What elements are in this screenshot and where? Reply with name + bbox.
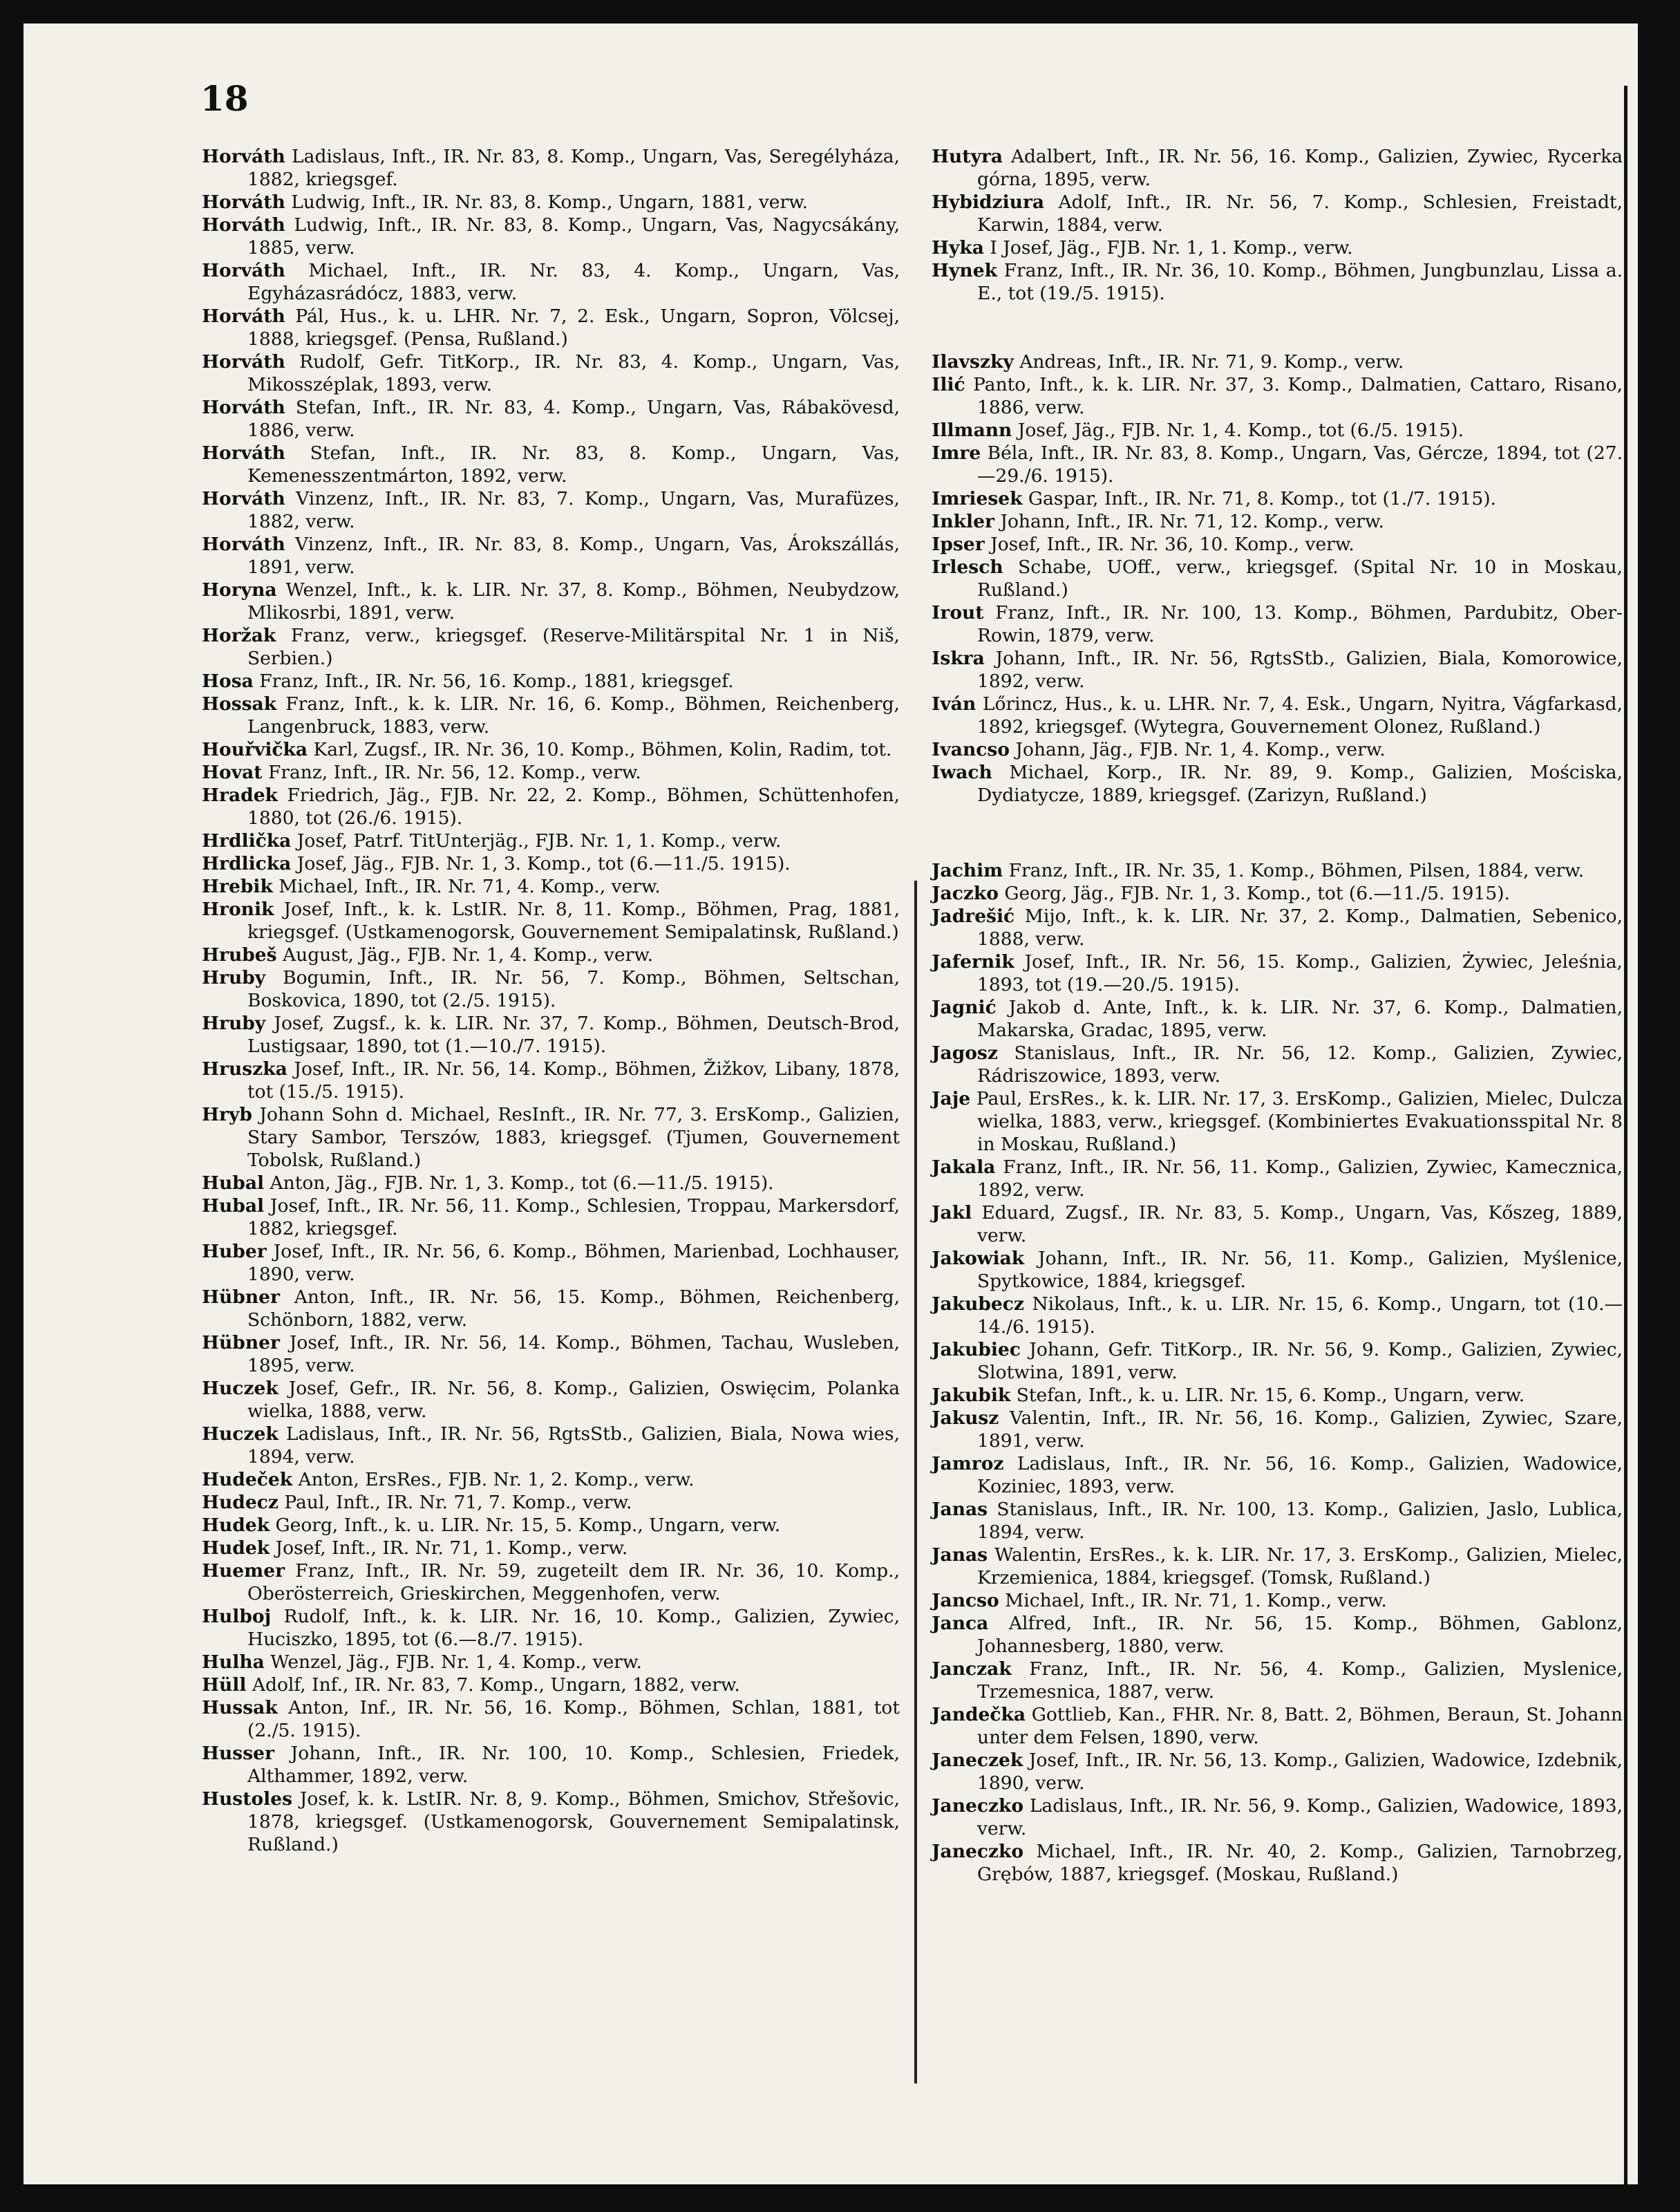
casualty-entry [932, 1384, 1623, 1407]
casualty-entry [932, 145, 1623, 191]
casualty-entry [932, 1247, 1623, 1293]
casualty-entry [932, 693, 1623, 738]
entry-details: Mijo, Inft., k. k. LIR. Nr. 37, 2. Komp., Dalmatien, Sebenico, 1888, verw. [977, 906, 1623, 950]
casualty-entry [932, 1544, 1623, 1589]
casualty-entry [202, 579, 900, 624]
entry-details: Josef, Inft., IR. Nr. 56, 14. Komp., Böhmen, Žižkov, Libany, 1878, tot (15./5. 1915). [247, 1058, 900, 1103]
casualty-entry [932, 236, 1623, 259]
casualty-entry [202, 693, 900, 738]
surname: Jagosz [932, 1042, 998, 1064]
casualty-entry [202, 1423, 900, 1468]
surname: Janeczek [932, 1750, 1023, 1771]
casualty-entry [932, 533, 1623, 556]
entry-details: Karl, Zugsf., IR. Nr. 36, 10. Komp., Böhmen, Kolin, Radim, tot. [308, 739, 892, 760]
surname: Hruszka [202, 1058, 287, 1080]
surname: Jakubik [932, 1385, 1011, 1406]
entry-details: Georg, Jäg., FJB. Nr. 1, 3. Komp., tot (6.—11./5. 1915). [998, 883, 1511, 904]
casualty-entry [932, 191, 1623, 236]
entry-details: Stanislaus, Inft., IR. Nr. 56, 12. Komp., Galizien, Zywiec, Rádriszowice, 1893, verw. [977, 1042, 1623, 1087]
surname: Hulboj [202, 1606, 272, 1627]
surname: Janczak [932, 1658, 1012, 1680]
surname: Jadrešić [932, 906, 1015, 927]
casualty-entry [932, 1498, 1623, 1544]
surname: Hrdlička [202, 830, 292, 852]
casualty-entry [932, 882, 1623, 905]
casualty-entry [932, 1201, 1623, 1247]
casualty-entry [932, 419, 1623, 442]
entry-details: Stefan, Inft., IR. Nr. 83, 4. Komp., Ungarn, Vas, Rábakövesd, 1886, verw. [247, 397, 900, 441]
entry-details: Ladislaus, Inft., IR. Nr. 56, 16. Komp., Galizien, Wadowice, Koziniec, 1893, verw. [977, 1453, 1623, 1497]
surname: Hüll [202, 1674, 247, 1696]
entry-details: Wenzel, Inft., k. k. LIR. Nr. 37, 8. Komp., Böhmen, Neubydzow, Mlikosrbi, 1891, verw. [247, 579, 900, 624]
surname: Jakubecz [932, 1293, 1024, 1315]
entry-details: Ladislaus, Inft., IR. Nr. 56, RgtsStb., Galizien, Biala, Nowa wies, 1894, verw. [247, 1423, 900, 1468]
entry-details: Josef, Inft., IR. Nr. 71, 1. Komp., verw. [270, 1537, 628, 1559]
entry-details: I Josef, Jäg., FJB. Nr. 1, 1. Komp., verw. [983, 237, 1353, 259]
entry-details: Johann, Gefr. TitKorp., IR. Nr. 56, 9. Komp., Galizien, Zywiec, Slotwina, 1891, verw. [977, 1339, 1623, 1383]
casualty-entry [202, 1696, 900, 1742]
surname: Jancso [932, 1590, 999, 1611]
entry-details: Paul, Inft., IR. Nr. 71, 7. Komp., verw. [278, 1492, 632, 1513]
casualty-entry [202, 214, 900, 259]
right-column [932, 145, 1623, 1886]
casualty-entry [932, 487, 1623, 510]
entry-group-j [932, 859, 1623, 1886]
entry-details: Adolf, Inf., IR. Nr. 83, 7. Komp., Ungarn, 1882, verw. [246, 1674, 740, 1696]
entry-details: Valentin, Inft., IR. Nr. 56, 16. Komp., Galizien, Zywiec, Szare, 1891, verw. [977, 1407, 1623, 1452]
casualty-entry [202, 1788, 900, 1856]
surname: Hustoles [202, 1788, 292, 1810]
entry-details: Vinzenz, Inft., IR. Nr. 83, 8. Komp., Ungarn, Vas, Árokszállás, 1891, verw. [247, 534, 900, 578]
surname: Horváth [202, 306, 285, 327]
surname: Hübner [202, 1286, 280, 1308]
entry-details: Andreas, Inft., IR. Nr. 71, 9. Komp., verw. [1013, 351, 1404, 373]
surname: Ipser [932, 534, 985, 555]
entry-details: Josef, Inft., IR. Nr. 36, 10. Komp., verw. [984, 534, 1355, 555]
casualty-entry [202, 350, 900, 396]
surname: Janeczko [932, 1795, 1024, 1817]
entry-details: Josef, Inft., IR. Nr. 56, 6. Komp., Böhmen, Marienbad, Lochhauser, 1890, verw. [247, 1241, 900, 1285]
surname: Houřvička [202, 739, 308, 760]
entry-details: Jakob d. Ante, Inft., k. k. LIR. Nr. 37, 6. Komp., Dalmatien, Makarska, Gradac, 1895, verw. [977, 997, 1623, 1041]
group-spacer [932, 305, 1623, 350]
casualty-entry [202, 761, 900, 784]
entry-details: Franz, Inft., IR. Nr. 56, 12. Komp., verw. [262, 762, 641, 783]
entry-details: Josef, Inft., IR. Nr. 56, 13. Komp., Galizien, Wadowice, Izdebnik, 1890, verw. [977, 1750, 1623, 1794]
entry-details: Anton, Inft., IR. Nr. 56, 15. Komp., Böhmen, Reichenberg, Schönborn, 1882, verw. [247, 1286, 900, 1331]
casualty-entry [932, 996, 1623, 1042]
casualty-entry [202, 396, 900, 442]
entry-details: Josef, Inft., k. k. LstIR. Nr. 8, 11. Komp., Böhmen, Prag, 1881, kriegsgef. (Ustkamenogorsk, Gouvernement Semipalatinsk, Rußland.) [247, 899, 900, 943]
casualty-entry [932, 259, 1623, 305]
surname: Hossak [202, 693, 277, 715]
casualty-entry [202, 1605, 900, 1651]
surname: Huczek [202, 1378, 279, 1399]
surname: Hosa [202, 671, 254, 692]
entry-details: Franz, verw., kriegsgef. (Reserve-Militärspital Nr. 1 in Niš, Serbien.) [247, 625, 900, 669]
surname: Irout [932, 602, 984, 624]
surname: Hybidziura [932, 191, 1045, 213]
entry-details: Johann, Inft., IR. Nr. 71, 12. Komp., verw. [994, 511, 1384, 532]
surname: Hovat [202, 762, 263, 783]
surname: Jakusz [932, 1407, 999, 1429]
casualty-entry [202, 1514, 900, 1537]
surname: Hudek [202, 1515, 270, 1536]
entry-details: Josef, Inft., IR. Nr. 56, 14. Komp., Böhmen, Tachau, Wusleben, 1895, verw. [247, 1332, 900, 1376]
entry-details: Ladislaus, Inft., IR. Nr. 83, 8. Komp., Ungarn, Vas, Seregélyháza, 1882, kriegsgef. [247, 146, 900, 190]
entry-details: Gottlieb, Kan., FHR. Nr. 8, Batt. 2, Böhmen, Beraun, St. Johann unter dem Felsen, 1890, verw. [977, 1704, 1623, 1748]
entry-details: Josef, Inft., IR. Nr. 56, 11. Komp., Schlesien, Troppau, Markersdorf, 1882, kriegsgef. [247, 1195, 900, 1239]
surname: Hradek [202, 785, 278, 806]
entry-details: Rudolf, Inft., k. k. LIR. Nr. 16, 10. Komp., Galizien, Zywiec, Huciszko, 1895, tot (6.—8./7. 1915). [247, 1606, 900, 1650]
casualty-entry [932, 1087, 1623, 1156]
casualty-entry [202, 1331, 900, 1377]
entry-details: Johann, Inft., IR. Nr. 100, 10. Komp., Schlesien, Friedek, Althammer, 1892, verw. [247, 1743, 900, 1787]
casualty-entry [932, 1794, 1623, 1840]
surname: Janas [932, 1544, 988, 1566]
surname: Imre [932, 442, 981, 464]
surname: Irlesch [932, 556, 1003, 578]
entry-details: Schabe, UOff., verw., kriegsgef. (Spital Nr. 10 in Moskau, Rußland.) [977, 556, 1623, 601]
entry-details: Ludwig, Inft., IR. Nr. 83, 8. Komp., Ungarn, 1881, verw. [285, 191, 809, 213]
surname: Huczek [202, 1423, 279, 1445]
surname: Imriesek [932, 488, 1023, 509]
casualty-entry [932, 859, 1623, 882]
surname: Horžak [202, 625, 276, 646]
entry-details: Pál, Hus., k. u. LHR. Nr. 7, 2. Esk., Ungarn, Sopron, Völcsej, 1888, kriegsgef. (Pensa, Rußland.) [247, 306, 900, 350]
casualty-entry [932, 350, 1623, 373]
page-number: 18 [200, 78, 249, 119]
casualty-entry [202, 1674, 900, 1696]
entry-details: Panto, Inft., k. k. LIR. Nr. 37, 3. Komp., Dalmatien, Cattaro, Risano, 1886, verw. [965, 374, 1623, 418]
entry-details: Franz, Inft., IR. Nr. 56, 16. Komp., 1881, kriegsgef. [253, 671, 734, 692]
entry-details: Walentin, ErsRes., k. k. LIR. Nr. 17, 3. ErsKomp., Galizien, Mielec, Krzemienica, 1884, kriegsgef. (Tomsk, Rußland.) [977, 1544, 1623, 1588]
entry-details: Michael, Inft., IR. Nr. 71, 1. Komp., verw. [999, 1590, 1387, 1611]
casualty-entry [202, 1537, 900, 1559]
column-divider [914, 881, 917, 2083]
entry-details: Josef, Jäg., FJB. Nr. 1, 3. Komp., tot (6.—11./5. 1915). [291, 853, 791, 874]
casualty-entry [202, 1286, 900, 1331]
surname: Hubal [202, 1172, 265, 1194]
casualty-entry [202, 966, 900, 1012]
casualty-entry [932, 647, 1623, 693]
casualty-entry [202, 1377, 900, 1423]
surname: Horyna [202, 579, 277, 601]
casualty-entry [932, 510, 1623, 533]
entry-details: Béla, Inft., IR. Nr. 83, 8. Komp., Ungarn, Vas, Gércze, 1894, tot (27.—29./6. 1915). [977, 442, 1623, 487]
surname: Hynek [932, 260, 997, 281]
entry-details: Johann Sohn d. Michael, ResInft., IR. Nr. 77, 3. ErsKomp., Galizien, Stary Sambor, Terszów, 1883, kriegsgef. (Tjumen, Gouvernement Tobolsk, Rußland.) [247, 1104, 900, 1171]
surname: Horváth [202, 351, 285, 373]
surname: Hronik [202, 899, 274, 920]
entry-details: Johann, Jäg., FJB. Nr. 1, 4. Komp., verw. [1009, 739, 1386, 760]
entry-details: Stefan, Inft., IR. Nr. 83, 8. Komp., Ungarn, Vas, Kemenesszentmárton, 1892, verw. [247, 442, 900, 487]
surname: Jaje [932, 1088, 971, 1109]
entry-details: August, Jäg., FJB. Nr. 1, 4. Komp., verw. [276, 944, 654, 966]
surname: Horváth [202, 260, 285, 281]
surname: Huber [202, 1241, 267, 1262]
surname: Jachim [932, 860, 1003, 881]
casualty-entry [932, 1407, 1623, 1452]
entry-details: Vinzenz, Inft., IR. Nr. 83, 7. Komp., Ungarn, Vas, Murafüzes, 1882, verw. [247, 488, 900, 532]
casualty-entry [932, 1156, 1623, 1201]
entry-details: Franz, Inft., IR. Nr. 59, zugeteilt dem IR. Nr. 36, 10. Komp., Oberösterreich, Grieskirchen, Meggenhofen, verw. [247, 1560, 900, 1604]
entry-details: Anton, Jäg., FJB. Nr. 1, 3. Komp., tot (6.—11./5. 1915). [264, 1172, 774, 1194]
entry-details: Josef, Patrf. TitUnterjäg., FJB. Nr. 1, 1. Komp., verw. [291, 830, 782, 852]
surname: Hudek [202, 1537, 270, 1559]
casualty-entry [202, 944, 900, 966]
casualty-entry [202, 259, 900, 305]
casualty-entry [932, 761, 1623, 807]
surname: Horváth [202, 191, 285, 213]
surname: Jafernik [932, 951, 1014, 973]
surname: Horváth [202, 397, 285, 418]
casualty-entry [932, 1703, 1623, 1749]
casualty-entry [932, 1293, 1623, 1338]
casualty-entry [932, 1338, 1623, 1384]
casualty-entry [932, 442, 1623, 487]
surname: Huemer [202, 1560, 285, 1582]
casualty-entry [202, 145, 900, 191]
surname: Jakl [932, 1202, 972, 1224]
casualty-entry [202, 1468, 900, 1491]
casualty-entry [932, 1589, 1623, 1612]
surname: Horváth [202, 534, 285, 555]
surname: Iwach [932, 762, 992, 783]
left-column [202, 145, 900, 1856]
casualty-entry [202, 1491, 900, 1514]
surname: Jandečka [932, 1704, 1026, 1725]
surname: Hrdlicka [202, 853, 292, 874]
surname: Hussak [202, 1697, 278, 1718]
surname: Hudecz [202, 1492, 279, 1513]
surname: Jaczko [932, 883, 999, 904]
casualty-entry [202, 191, 900, 214]
surname: Horváth [202, 214, 285, 236]
casualty-entry [202, 442, 900, 487]
surname: Ivancso [932, 739, 1010, 760]
casualty-entry [202, 1240, 900, 1286]
surname: Hruby [202, 967, 266, 988]
casualty-entry [932, 1452, 1623, 1498]
entry-details: Franz, Inft., k. k. LIR. Nr. 16, 6. Komp., Böhmen, Reichenberg, Langenbruck, 1883, verw. [247, 693, 900, 738]
entry-group-h [932, 145, 1623, 305]
casualty-entry [202, 1559, 900, 1605]
casualty-entry [202, 533, 900, 579]
entry-details: Franz, Inft., IR. Nr. 36, 10. Komp., Böhmen, Jungbunzlau, Lissa a. E., tot (19./5. 1915). [977, 260, 1623, 304]
surname: Janca [932, 1613, 989, 1634]
surname: Jakubiec [932, 1339, 1021, 1360]
casualty-entry [202, 852, 900, 875]
casualty-entry [202, 830, 900, 852]
entry-details: Gaspar, Inft., IR. Nr. 71, 8. Komp., tot (1./7. 1915). [1022, 488, 1496, 509]
surname: Hutyra [932, 146, 1003, 167]
entry-details: Anton, ErsRes., FJB. Nr. 1, 2. Komp., verw. [292, 1469, 695, 1490]
entry-details: Eduard, Zugsf., IR. Nr. 83, 5. Komp., Ungarn, Vas, Kőszeg, 1889, verw. [972, 1202, 1623, 1246]
surname: Hyka [932, 237, 984, 259]
entry-details: Lőrincz, Hus., k. u. LHR. Nr. 7, 4. Esk., Ungarn, Nyitra, Vágfarkasd, 1892, kriegsgef. (Wytegra, Gouvernement Olonez, Rußland.) [976, 693, 1623, 738]
surname: Hudeček [202, 1469, 293, 1490]
casualty-entry [202, 1194, 900, 1240]
surname: Hruby [202, 1013, 266, 1034]
surname: Illmann [932, 420, 1012, 441]
casualty-entry [202, 875, 900, 898]
casualty-entry [932, 1042, 1623, 1087]
entry-details: Franz, Inft., IR. Nr. 56, 4. Komp., Galizien, Myslenice, Trzemesnica, 1887, verw. [977, 1658, 1623, 1703]
entry-details: Wenzel, Jäg., FJB. Nr. 1, 4. Komp., verw. [264, 1651, 642, 1673]
surname: Hryb [202, 1104, 252, 1125]
entry-details: Friedrich, Jäg., FJB. Nr. 22, 2. Komp., Böhmen, Schüttenhofen, 1880, tot (26./6. 1915). [247, 785, 900, 829]
surname: Hrebik [202, 876, 273, 897]
entry-details: Josef, k. k. LstIR. Nr. 8, 9. Komp., Böhmen, Smichov, Střešovic, 1878, kriegsgef. (Ustkamenogorsk, Gouvernement Semipalatinsk, Rußland.) [247, 1788, 900, 1855]
entry-details: Georg, Inft., k. u. LIR. Nr. 15, 5. Komp., Ungarn, verw. [270, 1515, 781, 1536]
entry-details: Bogumin, Inft., IR. Nr. 56, 7. Komp., Böhmen, Seltschan, Boskovica, 1890, tot (2./5. 1915). [247, 967, 900, 1011]
entry-details: Stefan, Inft., k. u. LIR. Nr. 15, 6. Komp., Ungarn, verw. [1010, 1385, 1525, 1406]
casualty-entry [932, 1840, 1623, 1886]
surname: Hübner [202, 1332, 280, 1353]
surname: Jamroz [932, 1453, 1004, 1474]
entry-details: Franz, Inft., IR. Nr. 35, 1. Komp., Böhmen, Pilsen, 1884, verw. [1003, 860, 1585, 881]
surname: Jakowiak [932, 1248, 1025, 1269]
entry-details: Rudolf, Gefr. TitKorp., IR. Nr. 83, 4. Komp., Ungarn, Vas, Mikosszéplak, 1893, verw. [247, 351, 900, 395]
entry-details: Adalbert, Inft., IR. Nr. 56, 16. Komp., Galizien, Zywiec, Rycerka górna, 1895, verw. [977, 146, 1623, 190]
entry-details: Franz, Inft., IR. Nr. 56, 11. Komp., Galizien, Zywiec, Kamecznica, 1892, verw. [977, 1156, 1623, 1201]
entry-group-i [932, 350, 1623, 807]
surname: Jagnić [932, 997, 997, 1018]
surname: Hrubeš [202, 944, 277, 966]
entry-details: Johann, Inft., IR. Nr. 56, RgtsStb., Galizien, Biala, Komorowice, 1892, verw. [977, 648, 1623, 692]
casualty-entry [202, 670, 900, 693]
entry-details: Adolf, Inft., IR. Nr. 56, 7. Komp., Schlesien, Freistadt, Karwin, 1884, verw. [977, 191, 1623, 236]
surname: Hulha [202, 1651, 265, 1673]
casualty-entry [932, 738, 1623, 761]
casualty-entry [202, 1651, 900, 1674]
surname: Jakala [932, 1156, 996, 1178]
surname: Horváth [202, 442, 285, 464]
casualty-entry [932, 373, 1623, 419]
surname: Janeczko [932, 1841, 1024, 1862]
surname: Janas [932, 1499, 988, 1520]
page-edge-shadow [1624, 86, 1627, 2184]
surname: Horváth [202, 488, 285, 509]
casualty-entry [202, 1103, 900, 1172]
entry-details: Johann, Inft., IR. Nr. 56, 11. Komp., Galizien, Myślenice, Spytkowice, 1884, kriegsgef. [977, 1248, 1623, 1292]
surname: Hubal [202, 1195, 265, 1217]
surname: Iván [932, 693, 976, 715]
entry-details: Michael, Korp., IR. Nr. 89, 9. Komp., Galizien, Mościska, Dydiatycze, 1889, kriegsgef. (Zarizyn, Rußland.) [977, 762, 1623, 806]
entry-details: Josef, Zugsf., k. k. LIR. Nr. 37, 7. Komp., Böhmen, Deutsch-Brod, Lustigsaar, 1890, tot (1.—10./7. 1915). [247, 1013, 900, 1057]
entry-details: Josef, Gefr., IR. Nr. 56, 8. Komp., Galizien, Oswięcim, Polanka wielka, 1888, verw. [247, 1378, 900, 1422]
surname: Ilavszky [932, 351, 1014, 373]
surname: Iskra [932, 648, 985, 669]
casualty-entry [202, 898, 900, 944]
casualty-entry [932, 1612, 1623, 1658]
casualty-entry [202, 1058, 900, 1103]
entry-details: Franz, Inft., IR. Nr. 100, 13. Komp., Böhmen, Pardubitz, Ober-Rowin, 1879, verw. [977, 602, 1623, 646]
casualty-entry [932, 905, 1623, 950]
casualty-entry [202, 1012, 900, 1058]
casualty-entry [932, 601, 1623, 647]
entry-details: Josef, Inft., IR. Nr. 56, 15. Komp., Galizien, Żywiec, Jeleśnia, 1893, tot (19.—20./5. 1915). [977, 951, 1623, 995]
entry-details: Ludwig, Inft., IR. Nr. 83, 8. Komp., Ungarn, Vas, Nagycsákány, 1885, verw. [247, 214, 900, 259]
casualty-entry [202, 1742, 900, 1788]
casualty-entry [932, 950, 1623, 996]
casualty-entry [202, 624, 900, 670]
entry-details: Michael, Inft., IR. Nr. 71, 4. Komp., verw. [272, 876, 661, 897]
entry-details: Michael, Inft., IR. Nr. 83, 4. Komp., Ungarn, Vas, Egyházasrádócz, 1883, verw. [247, 260, 900, 304]
entry-details: Michael, Inft., IR. Nr. 40, 2. Komp., Galizien, Tarnobrzeg, Grębów, 1887, kriegsgef. (Moskau, Rußland.) [977, 1841, 1623, 1885]
surname: Husser [202, 1743, 274, 1764]
document-page [23, 24, 1638, 2184]
casualty-entry [202, 305, 900, 350]
casualty-entry [932, 556, 1623, 601]
entry-details: Josef, Jäg., FJB. Nr. 1, 4. Komp., tot (6./5. 1915). [1012, 420, 1464, 441]
casualty-entry [202, 784, 900, 830]
entry-details: Paul, ErsRes., k. k. LIR. Nr. 17, 3. ErsKomp., Galizien, Mielec, Dulcza wielka, 1883, verw., kriegsgef. (Kombiniertes Evakuationsspital Nr. 8 in Moskau, Rußland.) [970, 1088, 1623, 1155]
casualty-entry [202, 738, 900, 761]
surname: Inkler [932, 511, 994, 532]
entry-details: Stanislaus, Inft., IR. Nr. 100, 13. Komp., Galizien, Jaslo, Lublica, 1894, verw. [977, 1499, 1623, 1543]
entry-details: Alfred, Inft., IR. Nr. 56, 15. Komp., Böhmen, Gablonz, Johannesberg, 1880, verw. [977, 1613, 1623, 1657]
casualty-entry [932, 1658, 1623, 1703]
surname: Ilić [932, 374, 965, 395]
casualty-entry [202, 487, 900, 533]
casualty-entry [932, 1749, 1623, 1794]
group-spacer [932, 807, 1623, 859]
entry-details: Ladislaus, Inft., IR. Nr. 56, 9. Komp., Galizien, Wadowice, 1893, verw. [977, 1795, 1623, 1839]
entry-details: Anton, Inf., IR. Nr. 56, 16. Komp., Böhmen, Schlan, 1881, tot (2./5. 1915). [247, 1697, 900, 1741]
surname: Horváth [202, 146, 285, 167]
entry-details: Nikolaus, Inft., k. u. LIR. Nr. 15, 6. Komp., Ungarn, tot (10.—14./6. 1915). [977, 1293, 1623, 1338]
casualty-entry [202, 1172, 900, 1194]
